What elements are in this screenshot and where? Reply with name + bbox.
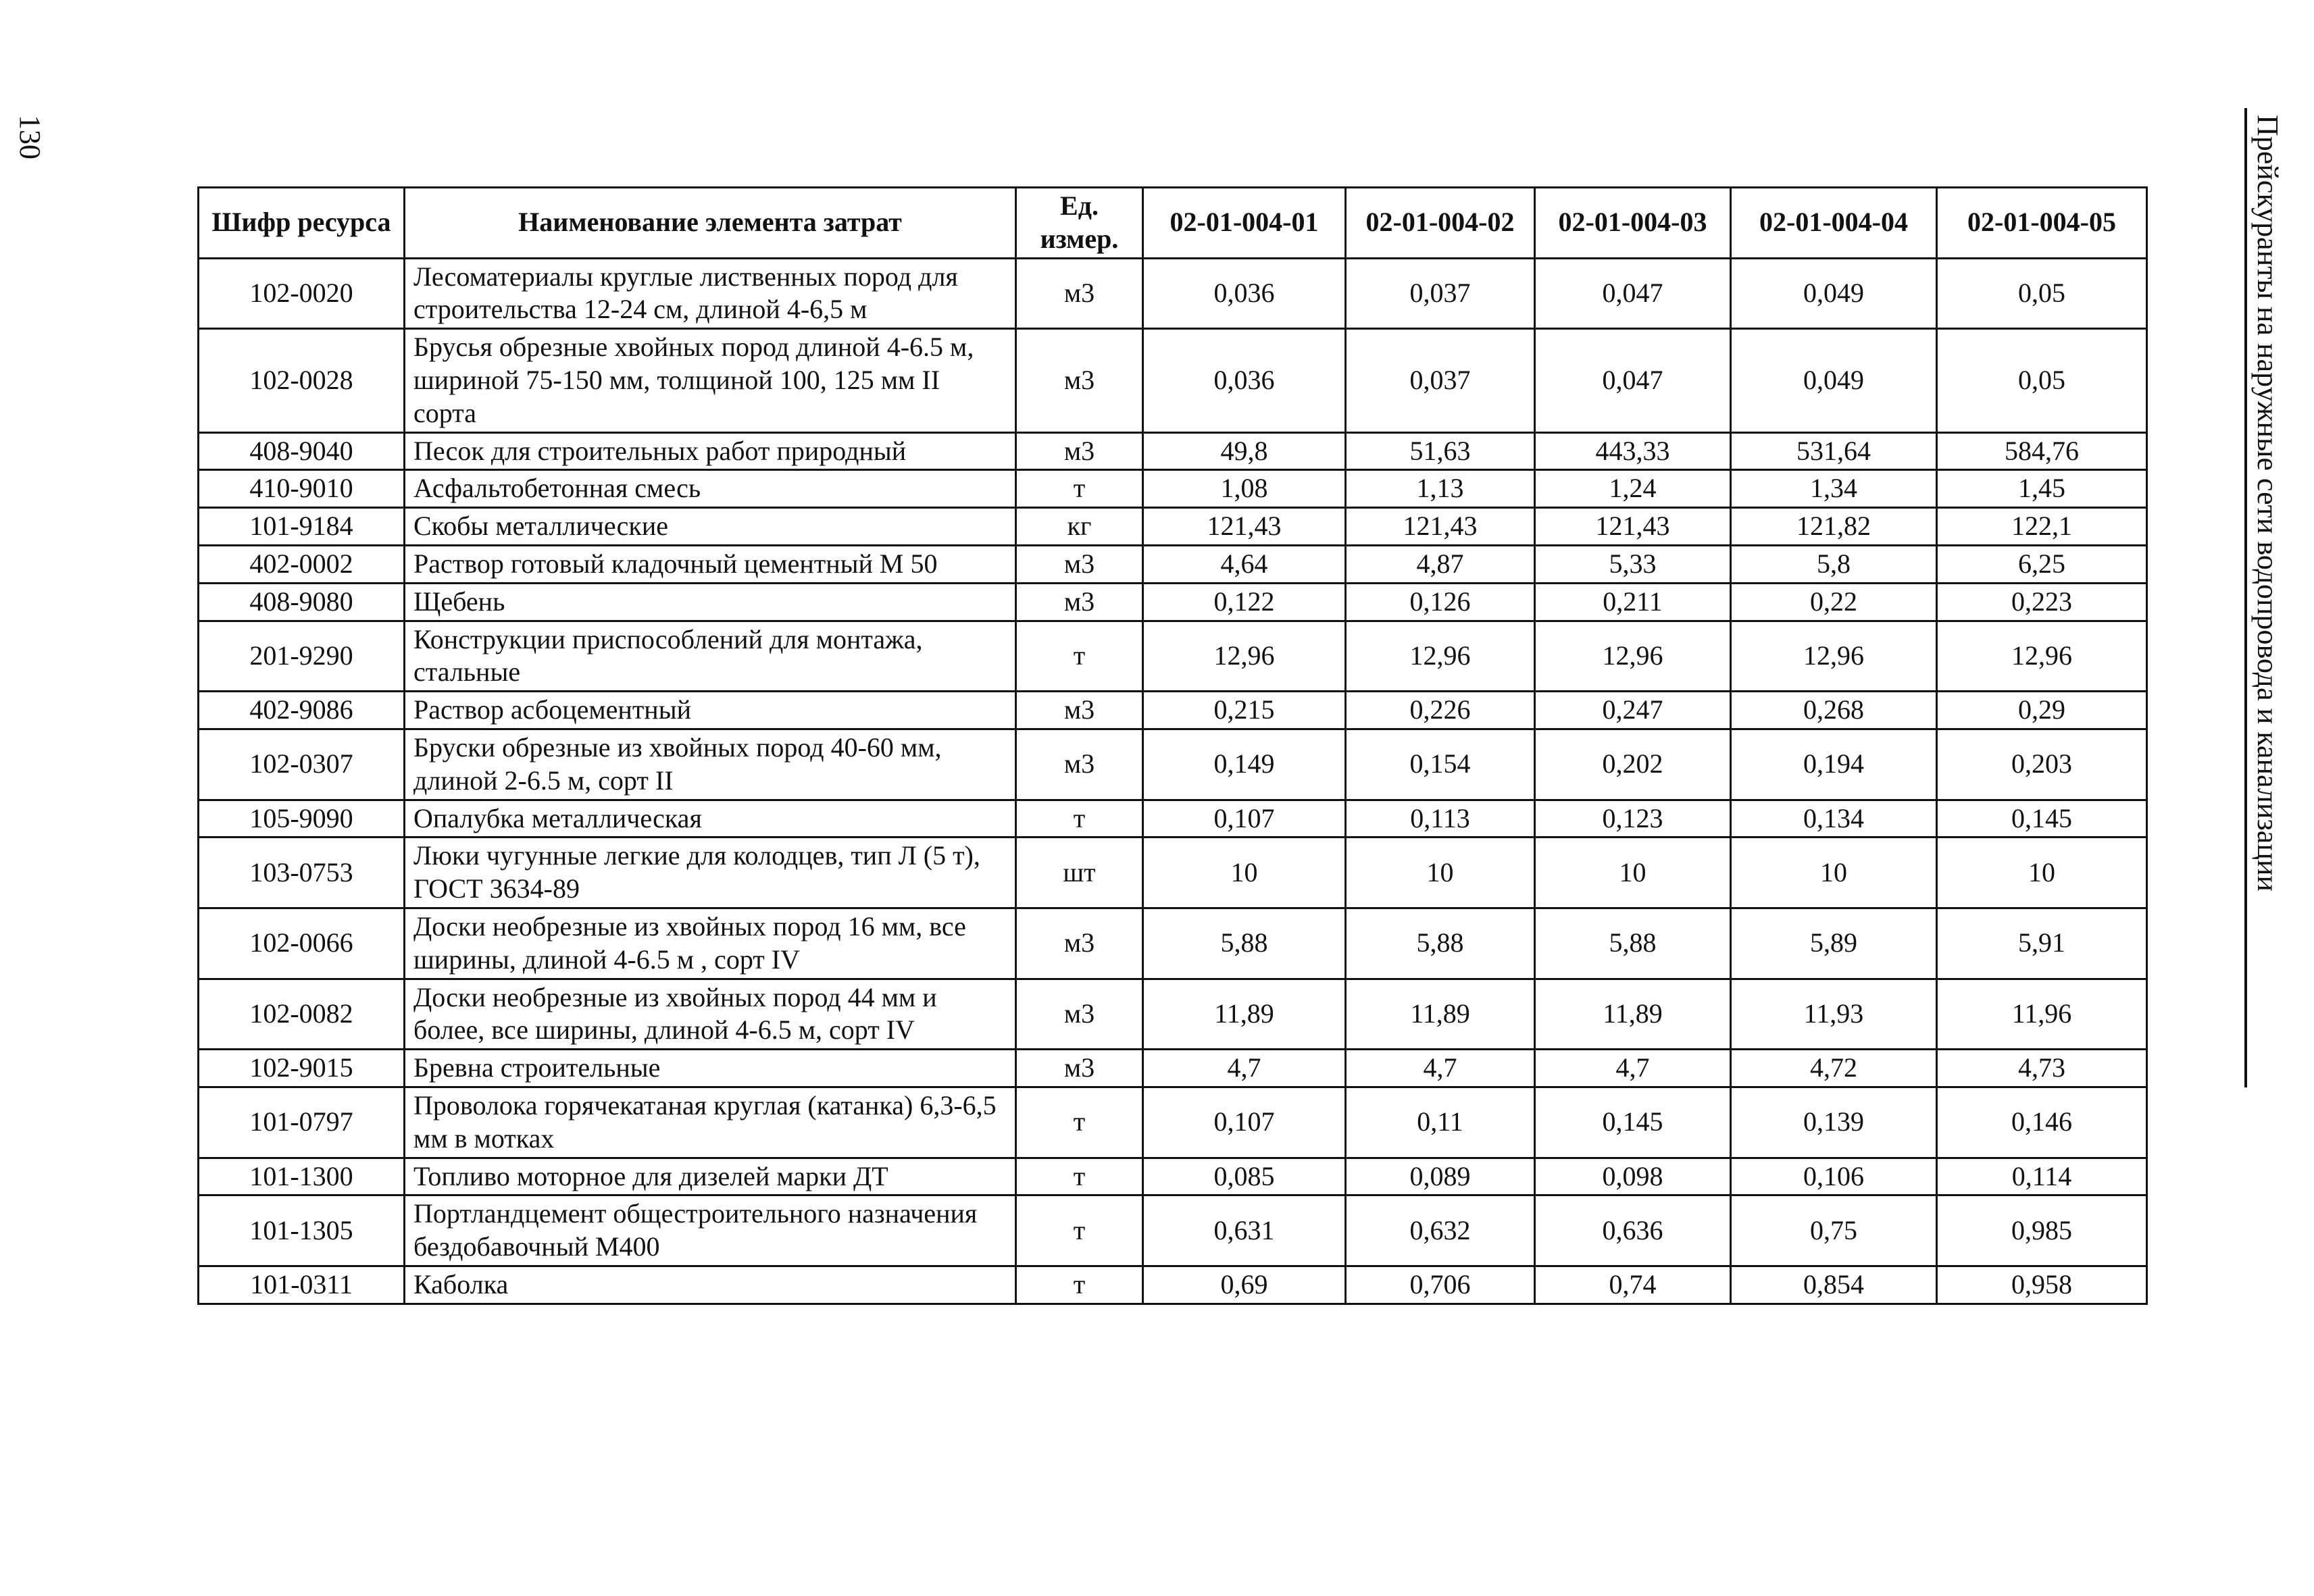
unit-cell: т <box>1016 470 1143 508</box>
value-cell-5: 0,146 <box>1937 1087 2147 1158</box>
value-cell-4: 121,82 <box>1731 508 1937 546</box>
value-cell-1: 0,122 <box>1143 583 1346 621</box>
value-cell-5: 0,05 <box>1937 329 2147 432</box>
value-cell-5: 0,29 <box>1937 692 2147 729</box>
table-row <box>199 1195 2147 1266</box>
value-cell-4: 0,106 <box>1731 1158 1937 1195</box>
value-cell-3: 5,88 <box>1535 908 1731 979</box>
value-cell-3: 0,145 <box>1535 1087 1731 1158</box>
table-row <box>199 1050 2147 1087</box>
resource-name-cell: Бревна строительные <box>405 1050 1016 1087</box>
value-cell-5: 584,76 <box>1937 432 2147 470</box>
value-cell-2: 10 <box>1346 838 1535 908</box>
value-cell-3: 4,7 <box>1535 1050 1731 1087</box>
unit-cell: т <box>1016 800 1143 838</box>
value-cell-1: 1,08 <box>1143 470 1346 508</box>
value-cell-2: 0,632 <box>1346 1195 1535 1266</box>
resource-code-cell: 102-0307 <box>199 729 405 800</box>
header-col-1: 02-01-004-01 <box>1143 188 1346 259</box>
value-cell-1: 0,036 <box>1143 329 1346 432</box>
header-col-3: 02-01-004-03 <box>1535 188 1731 259</box>
value-cell-1: 5,88 <box>1143 908 1346 979</box>
value-cell-2: 0,113 <box>1346 800 1535 838</box>
value-cell-1: 0,036 <box>1143 258 1346 329</box>
unit-cell: т <box>1016 1158 1143 1195</box>
value-cell-5: 4,73 <box>1937 1050 2147 1087</box>
resource-name-cell: Асфальтобетонная смесь <box>405 470 1016 508</box>
value-cell-1: 121,43 <box>1143 508 1346 546</box>
value-cell-4: 10 <box>1731 838 1937 908</box>
value-cell-2: 121,43 <box>1346 508 1535 546</box>
value-cell-5: 122,1 <box>1937 508 2147 546</box>
resource-name-cell: Доски необрезные из хвойных пород 16 мм, все ширины, длиной 4-6.5 м , сорт IV <box>405 908 1016 979</box>
table-row <box>199 470 2147 508</box>
value-cell-3: 0,247 <box>1535 692 1731 729</box>
running-title: Прейскуранты на наружные сети водопровода и канализации <box>2251 115 2284 892</box>
value-cell-1: 12,96 <box>1143 621 1346 692</box>
value-cell-5: 0,985 <box>1937 1195 2147 1266</box>
header-name: Наименование элемента затрат <box>405 188 1016 259</box>
table-row <box>199 729 2147 800</box>
value-cell-3: 0,098 <box>1535 1158 1731 1195</box>
value-cell-1: 0,69 <box>1143 1266 1346 1304</box>
value-cell-1: 0,107 <box>1143 800 1346 838</box>
value-cell-1: 4,7 <box>1143 1050 1346 1087</box>
value-cell-4: 0,22 <box>1731 583 1937 621</box>
unit-cell: м3 <box>1016 545 1143 583</box>
resource-name-cell: Топливо моторное для дизелей марки ДТ <box>405 1158 1016 1195</box>
table-row <box>199 838 2147 908</box>
table-row <box>199 258 2147 329</box>
value-cell-3: 0,123 <box>1535 800 1731 838</box>
value-cell-3: 0,636 <box>1535 1195 1731 1266</box>
value-cell-5: 0,203 <box>1937 729 2147 800</box>
header-col-4: 02-01-004-04 <box>1731 188 1937 259</box>
value-cell-2: 51,63 <box>1346 432 1535 470</box>
value-cell-4: 5,8 <box>1731 545 1937 583</box>
resource-name-cell: Раствор готовый кладочный цементный М 50 <box>405 545 1016 583</box>
resource-cost-table <box>197 186 2148 1305</box>
value-cell-2: 0,126 <box>1346 583 1535 621</box>
header-unit: Ед. измер. <box>1016 188 1143 259</box>
value-cell-5: 0,05 <box>1937 258 2147 329</box>
resource-name-cell: Щебень <box>405 583 1016 621</box>
table-row <box>199 432 2147 470</box>
value-cell-2: 0,11 <box>1346 1087 1535 1158</box>
value-cell-5: 10 <box>1937 838 2147 908</box>
resource-code-cell: 105-9090 <box>199 800 405 838</box>
resource-code-cell: 102-0082 <box>199 979 405 1050</box>
value-cell-1: 0,085 <box>1143 1158 1346 1195</box>
value-cell-2: 0,706 <box>1346 1266 1535 1304</box>
unit-cell: м3 <box>1016 692 1143 729</box>
value-cell-4: 12,96 <box>1731 621 1937 692</box>
resource-code-cell: 102-9015 <box>199 1050 405 1087</box>
table-row <box>199 545 2147 583</box>
value-cell-4: 0,75 <box>1731 1195 1937 1266</box>
unit-cell: м3 <box>1016 432 1143 470</box>
value-cell-5: 6,25 <box>1937 545 2147 583</box>
unit-cell: м3 <box>1016 583 1143 621</box>
table-row <box>199 692 2147 729</box>
value-cell-2: 5,88 <box>1346 908 1535 979</box>
value-cell-2: 0,037 <box>1346 258 1535 329</box>
unit-cell: шт <box>1016 838 1143 908</box>
table-row <box>199 1158 2147 1195</box>
value-cell-2: 1,13 <box>1346 470 1535 508</box>
resource-name-cell: Опалубка металлическая <box>405 800 1016 838</box>
table-row <box>199 979 2147 1050</box>
table-row <box>199 1266 2147 1304</box>
resource-name-cell: Портландцемент общестроительного назначения бездобавочный М400 <box>405 1195 1016 1266</box>
value-cell-5: 0,145 <box>1937 800 2147 838</box>
value-cell-3: 443,33 <box>1535 432 1731 470</box>
value-cell-5: 0,223 <box>1937 583 2147 621</box>
value-cell-4: 0,049 <box>1731 329 1937 432</box>
value-cell-1: 0,631 <box>1143 1195 1346 1266</box>
value-cell-1: 49,8 <box>1143 432 1346 470</box>
resource-code-cell: 201-9290 <box>199 621 405 692</box>
resource-code-cell: 101-1300 <box>199 1158 405 1195</box>
value-cell-3: 5,33 <box>1535 545 1731 583</box>
resource-name-cell: Раствор асбоцементный <box>405 692 1016 729</box>
value-cell-5: 11,96 <box>1937 979 2147 1050</box>
value-cell-4: 0,268 <box>1731 692 1937 729</box>
value-cell-5: 0,114 <box>1937 1158 2147 1195</box>
value-cell-2: 0,154 <box>1346 729 1535 800</box>
resource-code-cell: 102-0028 <box>199 329 405 432</box>
table-row <box>199 621 2147 692</box>
header-row <box>199 188 2147 259</box>
table-row <box>199 1087 2147 1158</box>
resource-name-cell: Люки чугунные легкие для колодцев, тип Л (5 т), ГОСТ 3634-89 <box>405 838 1016 908</box>
value-cell-4: 0,194 <box>1731 729 1937 800</box>
resource-name-cell: Каболка <box>405 1266 1016 1304</box>
resource-name-cell: Песок для строительных работ природный <box>405 432 1016 470</box>
resource-code-cell: 103-0753 <box>199 838 405 908</box>
resource-name-cell: Доски необрезные из хвойных пород 44 мм и более, все ширины, длиной 4-6.5 м, сорт IV <box>405 979 1016 1050</box>
value-cell-2: 0,089 <box>1346 1158 1535 1195</box>
value-cell-3: 11,89 <box>1535 979 1731 1050</box>
value-cell-1: 10 <box>1143 838 1346 908</box>
value-cell-4: 0,854 <box>1731 1266 1937 1304</box>
value-cell-3: 1,24 <box>1535 470 1731 508</box>
value-cell-4: 531,64 <box>1731 432 1937 470</box>
resource-code-cell: 408-9080 <box>199 583 405 621</box>
table-row <box>199 508 2147 546</box>
value-cell-4: 5,89 <box>1731 908 1937 979</box>
value-cell-1: 0,215 <box>1143 692 1346 729</box>
resource-code-cell: 102-0066 <box>199 908 405 979</box>
resource-code-cell: 101-0311 <box>199 1266 405 1304</box>
value-cell-2: 11,89 <box>1346 979 1535 1050</box>
value-cell-3: 0,047 <box>1535 329 1731 432</box>
value-cell-2: 12,96 <box>1346 621 1535 692</box>
value-cell-1: 11,89 <box>1143 979 1346 1050</box>
value-cell-5: 12,96 <box>1937 621 2147 692</box>
unit-cell: т <box>1016 1195 1143 1266</box>
resource-name-cell: Скобы металлические <box>405 508 1016 546</box>
value-cell-4: 1,34 <box>1731 470 1937 508</box>
value-cell-3: 0,202 <box>1535 729 1731 800</box>
resource-code-cell: 408-9040 <box>199 432 405 470</box>
title-rule <box>2244 108 2247 1087</box>
resource-code-cell: 102-0020 <box>199 258 405 329</box>
unit-cell: м3 <box>1016 729 1143 800</box>
unit-cell: м3 <box>1016 908 1143 979</box>
resource-name-cell: Бруски обрезные из хвойных пород 40-60 мм, длиной 2-6.5 м, сорт II <box>405 729 1016 800</box>
table-row <box>199 329 2147 432</box>
resource-code-cell: 402-0002 <box>199 545 405 583</box>
value-cell-1: 4,64 <box>1143 545 1346 583</box>
value-cell-4: 0,049 <box>1731 258 1937 329</box>
resource-code-cell: 101-9184 <box>199 508 405 546</box>
header-col-5: 02-01-004-05 <box>1937 188 2147 259</box>
value-cell-5: 1,45 <box>1937 470 2147 508</box>
table-row <box>199 800 2147 838</box>
value-cell-2: 0,037 <box>1346 329 1535 432</box>
resource-code-cell: 410-9010 <box>199 470 405 508</box>
value-cell-3: 0,211 <box>1535 583 1731 621</box>
resource-code-cell: 101-0797 <box>199 1087 405 1158</box>
resource-name-cell: Лесоматериалы круглые лиственных пород для строительства 12-24 см, длиной 4-6,5 м <box>405 258 1016 329</box>
value-cell-1: 0,149 <box>1143 729 1346 800</box>
unit-cell: м3 <box>1016 329 1143 432</box>
header-code: Шифр ресурса <box>199 188 405 259</box>
unit-cell: т <box>1016 1266 1143 1304</box>
value-cell-4: 0,134 <box>1731 800 1937 838</box>
resource-name-cell: Конструкции приспособлений для монтажа, стальные <box>405 621 1016 692</box>
resource-code-cell: 101-1305 <box>199 1195 405 1266</box>
page-number: 130 <box>14 115 47 159</box>
unit-cell: м3 <box>1016 258 1143 329</box>
resource-code-cell: 402-9086 <box>199 692 405 729</box>
value-cell-4: 11,93 <box>1731 979 1937 1050</box>
value-cell-4: 0,139 <box>1731 1087 1937 1158</box>
value-cell-2: 4,87 <box>1346 545 1535 583</box>
value-cell-3: 12,96 <box>1535 621 1731 692</box>
header-col-2: 02-01-004-02 <box>1346 188 1535 259</box>
value-cell-2: 0,226 <box>1346 692 1535 729</box>
value-cell-3: 121,43 <box>1535 508 1731 546</box>
value-cell-3: 10 <box>1535 838 1731 908</box>
table-row <box>199 583 2147 621</box>
unit-cell: т <box>1016 1087 1143 1158</box>
resource-name-cell: Брусья обрезные хвойных пород длиной 4-6.5 м, шириной 75-150 мм, толщиной 100, 125 мм II сорта <box>405 329 1016 432</box>
value-cell-3: 0,74 <box>1535 1266 1731 1304</box>
unit-cell: т <box>1016 621 1143 692</box>
unit-cell: кг <box>1016 508 1143 546</box>
unit-cell: м3 <box>1016 979 1143 1050</box>
value-cell-1: 0,107 <box>1143 1087 1346 1158</box>
value-cell-5: 5,91 <box>1937 908 2147 979</box>
value-cell-3: 0,047 <box>1535 258 1731 329</box>
value-cell-4: 4,72 <box>1731 1050 1937 1087</box>
value-cell-5: 0,958 <box>1937 1266 2147 1304</box>
resource-name-cell: Проволока горячекатаная круглая (катанка) 6,3-6,5 мм в мотках <box>405 1087 1016 1158</box>
value-cell-2: 4,7 <box>1346 1050 1535 1087</box>
table-row <box>199 908 2147 979</box>
unit-cell: м3 <box>1016 1050 1143 1087</box>
